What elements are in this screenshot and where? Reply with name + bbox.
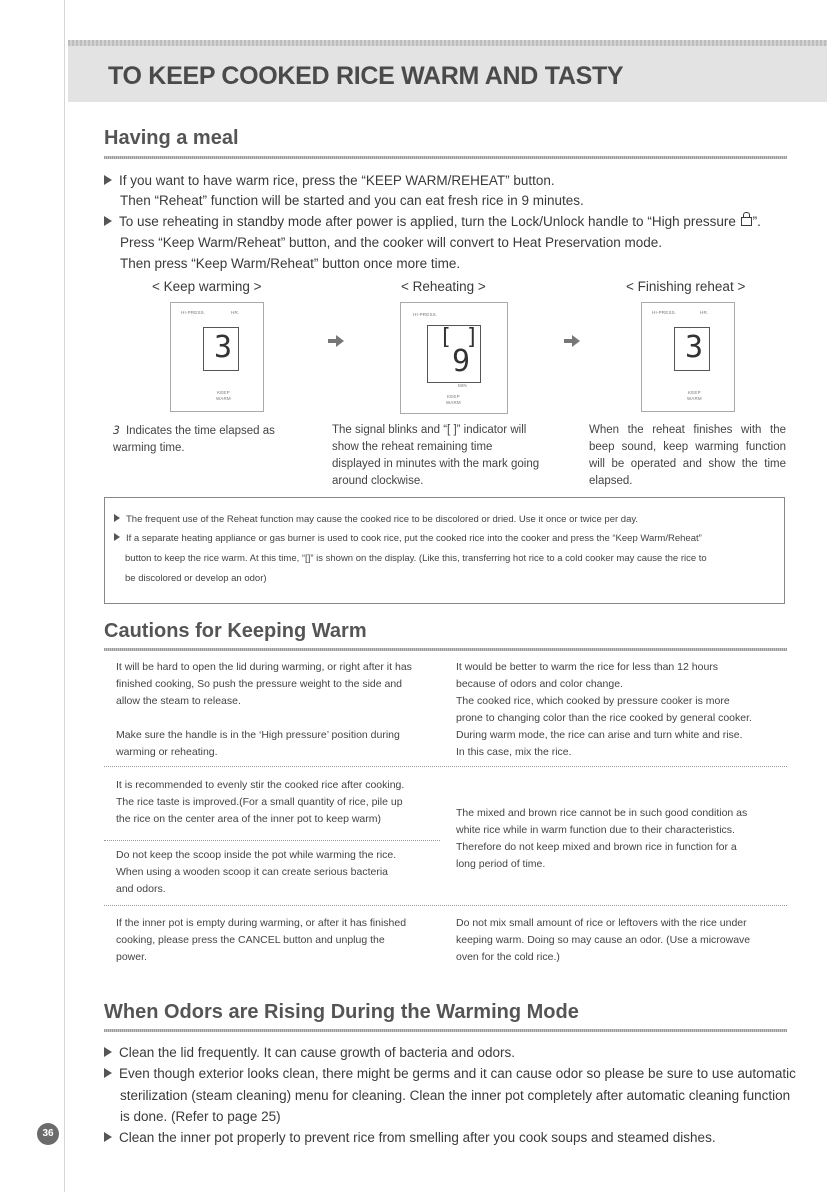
display-digit: 3 xyxy=(214,330,233,365)
caution-line: warming or reheating. xyxy=(116,746,218,758)
triangle-bullet-icon xyxy=(104,1047,112,1057)
section-rule xyxy=(104,156,787,159)
odor-text-2: Even though exterior looks clean, there might be germs and it can cause odor so please be sure to use automatic xyxy=(119,1066,796,1081)
note-line-1 xyxy=(114,514,638,525)
caution-line: Make sure the handle is in the ‘High pressure’ position during xyxy=(116,729,400,741)
caution-line: The cooked rice, which cooked by pressure cooker is more xyxy=(456,695,730,707)
panel-desc-finishing: When the reheat finishes with the beep sound, keep warming function will be operated and show the time elapsed. xyxy=(589,424,786,487)
section-heading-having-meal: Having a meal xyxy=(104,127,239,149)
caution-line: power. xyxy=(116,951,147,963)
title-band xyxy=(68,40,827,102)
title-stripe xyxy=(68,40,827,46)
caution-line: allow the steam to release. xyxy=(116,695,241,707)
odor-text-1: Clean the lid frequently. It can cause growth of bacteria and odors. xyxy=(119,1045,515,1060)
display-digit-top: [ ] xyxy=(439,325,479,350)
odor-text-5: Clean the inner pot properly to prevent rice from smelling after you cook soups and steamed dishes. xyxy=(119,1130,716,1145)
triangle-bullet-icon xyxy=(114,533,120,541)
display-screen xyxy=(427,325,481,383)
section-heading-odors: When Odors are Rising During the Warming Mode xyxy=(104,1001,579,1023)
display-label-hr: HR. xyxy=(700,310,709,315)
odor-line-4: is done. (Refer to page 25) xyxy=(120,1109,281,1124)
caution-line: Do not keep the scoop inside the pot while warming the rice. xyxy=(116,849,397,861)
display-label-warm: WARM xyxy=(216,396,231,401)
display-label-keep: KEEP xyxy=(447,394,460,399)
caution-left-5 xyxy=(116,915,406,966)
triangle-bullet-icon xyxy=(104,175,112,185)
digit-glyph: 3 xyxy=(113,423,120,437)
caution-divider xyxy=(104,905,787,906)
display-label-hipress: HI-PRESS. xyxy=(181,310,206,315)
display-label-keep: KEEP xyxy=(688,390,701,395)
section-rule xyxy=(104,648,787,651)
arrow-right-icon xyxy=(564,335,580,347)
display-screen xyxy=(203,327,239,371)
caution-line: and odors. xyxy=(116,883,166,895)
panel-desc-reheating: The signal blinks and “[ ]” indicator will show the reheat remaining time displayed in minutes with the mark going around clockwise. xyxy=(332,424,540,487)
caution-line: In this case, mix the rice. xyxy=(456,746,572,758)
caution-line: It would be better to warm the rice for less than 12 hours xyxy=(456,661,719,673)
caution-line: Therefore do not keep mixed and brown rice in function for a xyxy=(456,841,737,853)
caution-line: The rice taste is improved.(For a small quantity of rice, pile up xyxy=(116,796,403,808)
arrow-right-icon xyxy=(328,335,344,347)
display-label-warm: WARM xyxy=(446,400,461,405)
caution-line: white rice while in warm function due to their characteristics. xyxy=(456,824,735,836)
caution-divider xyxy=(104,840,440,841)
lock-icon xyxy=(741,217,752,226)
caution-line: oven for the cold rice.) xyxy=(456,951,560,963)
caution-line: keeping warm. Doing so may cause an odor. (Use a microwave xyxy=(456,934,751,946)
section-heading-cautions: Cautions for Keeping Warm xyxy=(104,620,367,642)
display-reheating xyxy=(400,302,508,414)
caution-line: When using a wooden scoop it can create serious bacteria xyxy=(116,866,388,878)
display-keep-warming xyxy=(170,302,264,412)
panel-desc-text: Indicates the time elapsed as warming time. xyxy=(113,425,275,454)
caution-line: cooking, please press the CANCEL button and unplug the xyxy=(116,934,385,946)
display-label-warm: WARM xyxy=(687,396,702,401)
note-line-2 xyxy=(114,533,702,544)
caution-line: During warm mode, the rice can arise and turn white and rise. xyxy=(456,729,743,741)
triangle-bullet-icon xyxy=(114,514,120,522)
caution-right-2 xyxy=(456,805,747,873)
note-text-1: The frequent use of the Reheat function may cause the cooked rice to be discolored or dried. Use it once or twice per day. xyxy=(126,514,639,525)
meal-line-2: Then “Reheat” function will be started and you can eat fresh rice in 9 minutes. xyxy=(120,193,584,208)
meal-line-1 xyxy=(104,173,555,188)
odor-line-5 xyxy=(104,1130,716,1145)
note-line-4: be discolored or develop an odor) xyxy=(125,573,267,584)
meal-line-4: Press “Keep Warm/Reheat” button, and the cooker will convert to Heat Preservation mode. xyxy=(120,235,663,250)
caution-left-4 xyxy=(116,847,396,898)
caution-divider xyxy=(104,766,787,767)
display-label-hipress: HI-PRESS. xyxy=(652,310,677,315)
caution-line: The mixed and brown rice cannot be in such good condition as xyxy=(456,807,748,819)
meal-text-3b: ”. xyxy=(752,214,761,229)
display-label-min: MIN xyxy=(458,383,467,388)
caution-line: finished cooking, So push the pressure weight to the side and xyxy=(116,678,403,690)
meal-line-3 xyxy=(104,214,761,229)
caution-left-2 xyxy=(116,727,400,761)
panel-label-finishing: < Finishing reheat > xyxy=(626,279,746,294)
odor-line-3: sterilization (steam cleaning) menu for cleaning. Clean the inner pot completely after automatic cleaning function xyxy=(120,1088,791,1103)
odor-line-1 xyxy=(104,1045,515,1060)
caution-left-3 xyxy=(116,777,404,828)
meal-text-1: If you want to have warm rice, press the “KEEP WARM/REHEAT” button. xyxy=(119,173,555,188)
display-screen xyxy=(674,327,710,371)
note-line-3: button to keep the rice warm. At this time, “[]” is shown on the display. (Like this, transferring hot rice to a cold cooker may cause the rice to xyxy=(125,553,707,564)
page-number-badge: 36 xyxy=(37,1123,59,1145)
caution-line: It will be hard to open the lid during warming, or right after it has xyxy=(116,661,412,673)
binder-line xyxy=(64,0,65,1192)
display-label-hipress: HI-PRESS. xyxy=(413,312,438,317)
meal-text-3: To use reheating in standby mode after power is applied, turn the Lock/Unlock handle to “High pressure xyxy=(119,214,736,229)
display-label-keep: KEEP xyxy=(217,390,230,395)
caution-left-1 xyxy=(116,659,412,710)
caution-right-1 xyxy=(456,659,752,761)
caution-line: the rice on the center area of the inner pot to keep warm) xyxy=(116,813,381,825)
section-rule xyxy=(104,1029,787,1032)
caution-line: If the inner pot is empty during warming, or after it has finished xyxy=(116,917,407,929)
meal-line-5: Then press “Keep Warm/Reheat” button once more time. xyxy=(120,256,461,271)
triangle-bullet-icon xyxy=(104,1068,112,1078)
display-label-hr: HR. xyxy=(231,310,240,315)
page-title: TO KEEP COOKED RICE WARM AND TASTY xyxy=(108,62,624,90)
odor-line-2 xyxy=(104,1066,796,1081)
display-digit: 9 xyxy=(452,344,471,379)
display-finishing xyxy=(641,302,735,412)
display-digit: 3 xyxy=(685,330,704,365)
caution-line: prone to changing color than the rice cooked by general cooker. xyxy=(456,712,752,724)
caution-line: long period of time. xyxy=(456,858,546,870)
caution-line: Do not mix small amount of rice or leftovers with the rice under xyxy=(456,917,747,929)
panel-desc-keep-warming xyxy=(113,422,298,457)
triangle-bullet-icon xyxy=(104,1132,112,1142)
caution-right-3 xyxy=(456,915,750,966)
note-text-2: If a separate heating appliance or gas burner is used to cook rice, put the cooked rice into the cooker and press the “Keep Warm/Reheat” xyxy=(126,533,702,544)
panel-label-keep-warming: < Keep warming > xyxy=(152,279,262,294)
triangle-bullet-icon xyxy=(104,216,112,226)
panel-label-reheating: < Reheating > xyxy=(401,279,486,294)
caution-line: It is recommended to evenly stir the cooked rice after cooking. xyxy=(116,779,405,791)
caution-line: because of odors and color change. xyxy=(456,678,623,690)
